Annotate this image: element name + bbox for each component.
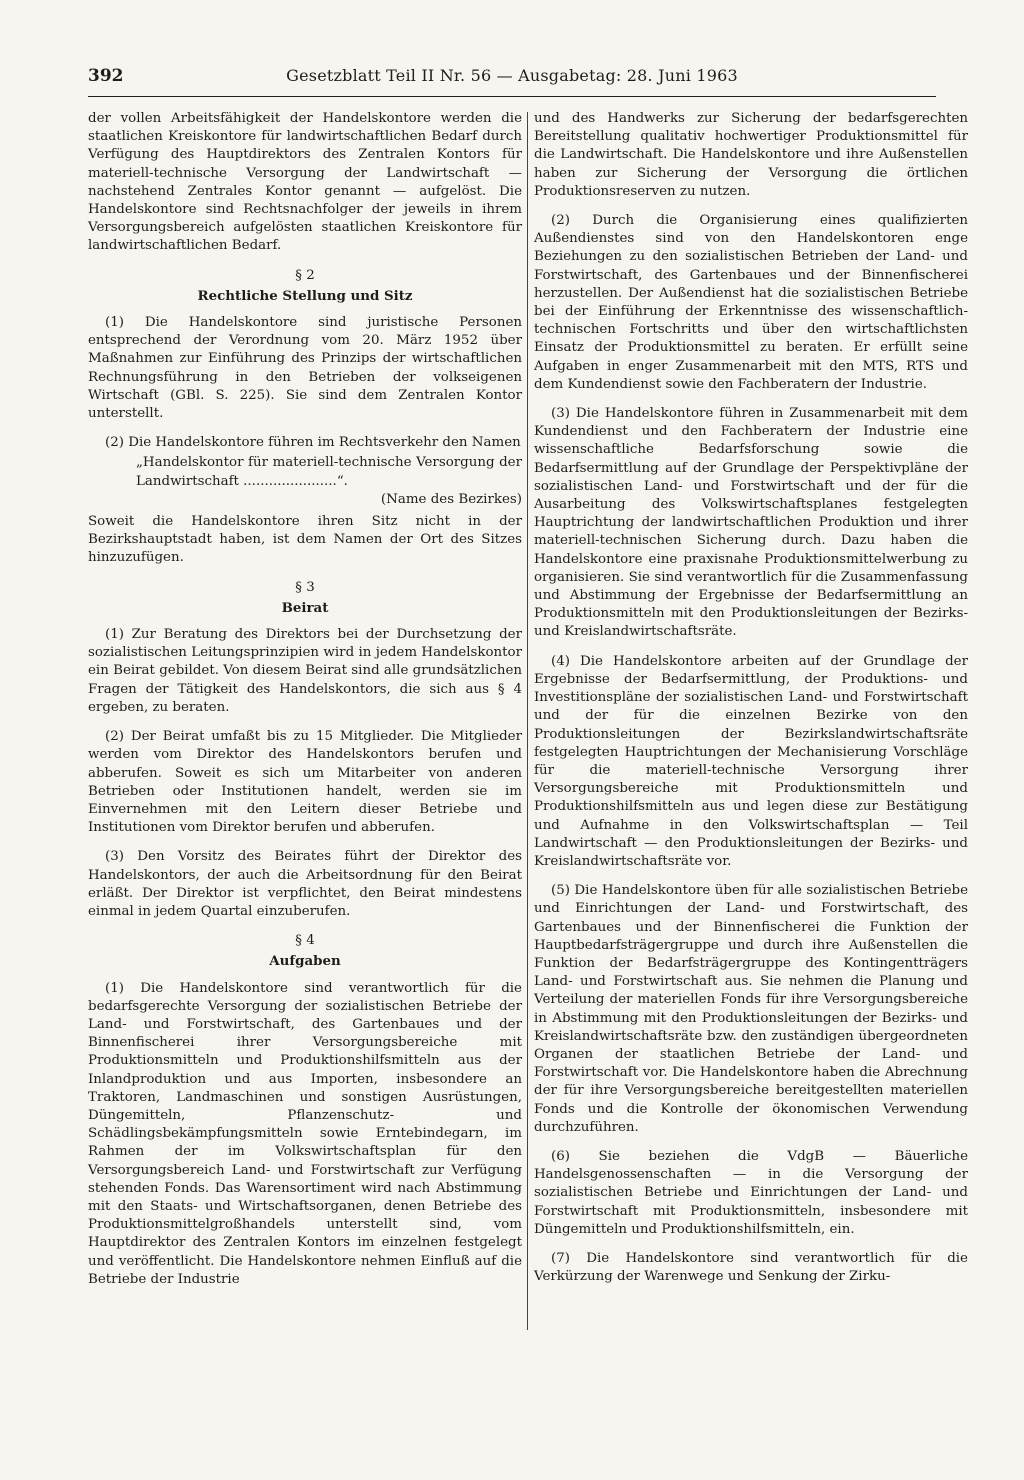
left-column	[88, 110, 522, 1330]
paragraph: (2) Die Handelskontore führen im Rechtsverkehr den Namen	[105, 435, 521, 451]
paragraph: (6) Sie beziehen die VdgB — Bäuerliche Handelsgenossenschaften — in die Versorgung der sozialistischen Betriebe und Einrichtungen der Land- und Forstwirtschaft mit Produktionsmitteln, insbesondere mit Düngemitteln und Produktionshilfsmitteln, ein.	[534, 1148, 968, 1237]
paragraph: (7) Die Handelskontore sind verantwortlich für die Verkürzung der Warenwege und Senkung der Zirku-	[534, 1250, 968, 1285]
paragraph: (3) Die Handelskontore führen in Zusammenarbeit mit dem Kundendienst und den Fachberatern der Industrie eine wissenschaftliche Bedarfsforschung sowie die Bedarfsermittlung auf der Grundlage der Perspektivpläne der sozialistischen Land- und Forstwirtschaft und der für die Ausarbeitung des Volkswirtschaftsplanes festgelegten Hauptrichtung der landwirtschaftlichen Produktion und ihrer materiell-technischen Sicherung durch. Dazu haben die Handelskontore eine praxisnahe Produktionsmittelwerbung zu organisieren. Sie sind verantwortlich für die Zusammenfassung und Abstimmung der Ergebnisse der Bedarfsermittlung an Produktionsmitteln mit den Produktionsleitungen der Bezirks- und Kreislandwirtschaftsräte.	[534, 406, 968, 640]
paragraph: (3) Den Vorsitz des Beirates führt der Direktor des Handelskontors, der auch die Arbeitsordnung für den Beirat erläßt. Der Direktor ist verpflichtet, den Beirat mindestens einmal in jedem Quartal einzuberufen.	[88, 849, 522, 919]
section-number: § 3	[295, 579, 315, 595]
section-number: § 2	[295, 267, 315, 283]
section-title: Beirat	[281, 599, 329, 616]
page-header	[88, 66, 936, 97]
paragraph: Soweit die Handelskontore ihren Sitz nicht in der Bezirkshauptstadt haben, ist dem Namen der Ort des Sitzes hinzuzufügen.	[88, 514, 522, 566]
paragraph: (4) Die Handelskontore arbeiten auf der Grundlage der Ergebnisse der Bedarfsermittlung, der Produktions- und Investitionspläne der sozialistischen Land- und Forstwirtschaft und der für die einzelnen Bezirke von den Produktionsleitungen der Bezirkslandwirtschaftsräte festgelegten Hauptrichtungen der Mechanisierung Vorschläge für die materiell-technische Versorgung ihrer Versorgungsbereiche mit Produktionsmitteln und Produktionshilfsmitteln aus und legen diese zur Bestätigung und Aufnahme in den Volkswirtschaftsplan — Teil Landwirtschaft — den Produktionsleitungen der Bezirks- und Kreislandwirtschaftsräte vor.	[534, 653, 968, 869]
paragraph: (5) Die Handelskontore üben für alle sozialistischen Betriebe und Einrichtungen der Land- und Forstwirtschaft, des Gartenbaues und der Binnenfischerei die Funktion der Hauptbedarfsträgergruppe und durch ihre Außenstellen die Funktion der Bedarfsträgergruppe des Kontingentträgers Land- und Forstwirtschaft aus. Sie nehmen die Planung und Verteilung der materiellen Fonds für ihre Versorgungsbereiche in Abstimmung mit den Produktionsleitungen der Bezirks- und Kreislandwirtschaftsräte bzw. den zuständigen übergeordneten Organen der staatlichen Betriebe der Land- und Forstwirtschaft vor. Die Handelskontore haben die Abrechnung der für ihre Versorgungsbereiche bereitgestellten materiellen Fonds und die Kontrolle der ökonomischen Verwendung durchzuführen.	[534, 883, 968, 1135]
paragraph: (1) Die Handelskontore sind juristische Personen entsprechend der Verordnung vom 20. März 1952 über Maßnahmen zur Einführung des Prinzips der wirtschaftlichen Rechnungsführung in den Betrieben der volkseigenen Wirtschaft (GBl. S. 225). Sie sind dem Zentralen Kontor unterstellt.	[88, 315, 522, 422]
running-head: Gesetzblatt Teil II Nr. 56 — Ausgabetag: 28. Juni 1963	[286, 66, 738, 85]
paragraph: (2) Durch die Organisierung eines qualifizierten Außendienstes sind von den Handelskontoren enge Beziehungen zu den sozialistischen Betrieben der Land- und Forstwirtschaft, des Gartenbaues und der Binnenfischerei herzustellen. Der Außendienst hat die sozialistischen Betriebe bei der Einführung der Erkenntnisse des wissenschaftlich-technischen Fortschritts und über den wirtschaftlichsten Einsatz der Produktionsmittel zu beraten. Er erfüllt seine Aufgaben in enger Zusammenarbeit mit den MTS, RTS und dem Kundendienst sowie den Fachberatern der Industrie.	[534, 213, 968, 392]
paragraph: (1) Zur Beratung des Direktors bei der Durchsetzung der sozialistischen Leitungsprinzipien wird in jedem Handelskontor ein Beirat gebildet. Von diesem Beirat sind alle grundsätzlichen Fragen der Tätigkeit des Handelskontors, die sich aus § 4 ergeben, zu beraten.	[88, 627, 522, 715]
quote-line: „Handelskontor für materiell-technische Versorgung der Landwirtschaft ......................“.	[136, 455, 522, 489]
paragraph: der vollen Arbeitsfähigkeit der Handelskontore werden die staatlichen Kreiskontore für landwirtschaftlichen Bedarf durch Verfügung des Hauptdirektors des Zentralen Kontors für materiell-technische Versorgung der Landwirtschaft — nachstehend Zentrales Kontor genannt — aufgelöst. Die Handelskontore sind Rechtsnachfolger der jeweils in ihrem Versorgungsbereich aufgelösten staatlichen Kreiskontore für landwirtschaftlichen Bedarf.	[88, 111, 522, 254]
section-title: Rechtliche Stellung und Sitz	[197, 287, 413, 304]
paragraph: (1) Die Handelskontore sind verantwortlich für die bedarfsgerechte Versorgung der sozialistischen Betriebe der Land- und Forstwirtschaft, des Gartenbaues und der Binnenfischerei ihrer Versorgungsbereiche mit Produktionsmitteln und Produktionshilfsmitteln aus der Inlandproduktion und aus Importen, insbesondere an Traktoren, Landmaschinen und sonstigen Ausrüstungen, Düngemitteln, Pflanzenschutz- und Schädlingsbekämpfungsmitteln sowie Erntebindegarn, im Rahmen der im Volkswirtschaftsplan für den Versorgungsbereich Land- und Forstwirtschaft zur Verfügung stehenden Fonds. Das Warensortiment wird nach Abstimmung mit den Staats- und Wirtschaftsorganen, denen Betriebe des Produktionsmittelgroßhandels unterstellt sind, vom Hauptdirektor des Zentralen Kontors im einzelnen festgelegt und veröffentlicht. Die Handelskontore nehmen Einfluß auf die Betriebe der Industrie	[88, 980, 522, 1287]
page-number: 392	[88, 66, 124, 86]
paragraph: (2) Der Beirat umfaßt bis zu 15 Mitglieder. Die Mitglieder werden vom Direktor des Handelskontors berufen und abberufen. Soweit es sich um Mitarbeiter von anderen Betrieben oder Institutionen handelt, werden sie im Einvernehmen mit den Leitern dieser Betriebe und Institutionen vom Direktor berufen und abberufen.	[88, 729, 522, 836]
right-column	[534, 110, 968, 1330]
text-columns	[88, 110, 968, 1330]
section-title: Aufgaben	[269, 953, 341, 970]
section-number: § 4	[295, 933, 315, 949]
paragraph: und des Handwerks zur Sicherung der bedarfsgerechten Bereitstellung qualitativ hochwertiger Produktionsmittel für die Landwirtschaft. Die Handelskontore und ihre Außenstellen haben zur Sicherung der Versorgung die örtlichen Produktionsreserven zu nutzen.	[534, 111, 968, 199]
quoted-name	[88, 454, 522, 509]
quote-note: (Name des Bezirkes)	[380, 491, 522, 507]
